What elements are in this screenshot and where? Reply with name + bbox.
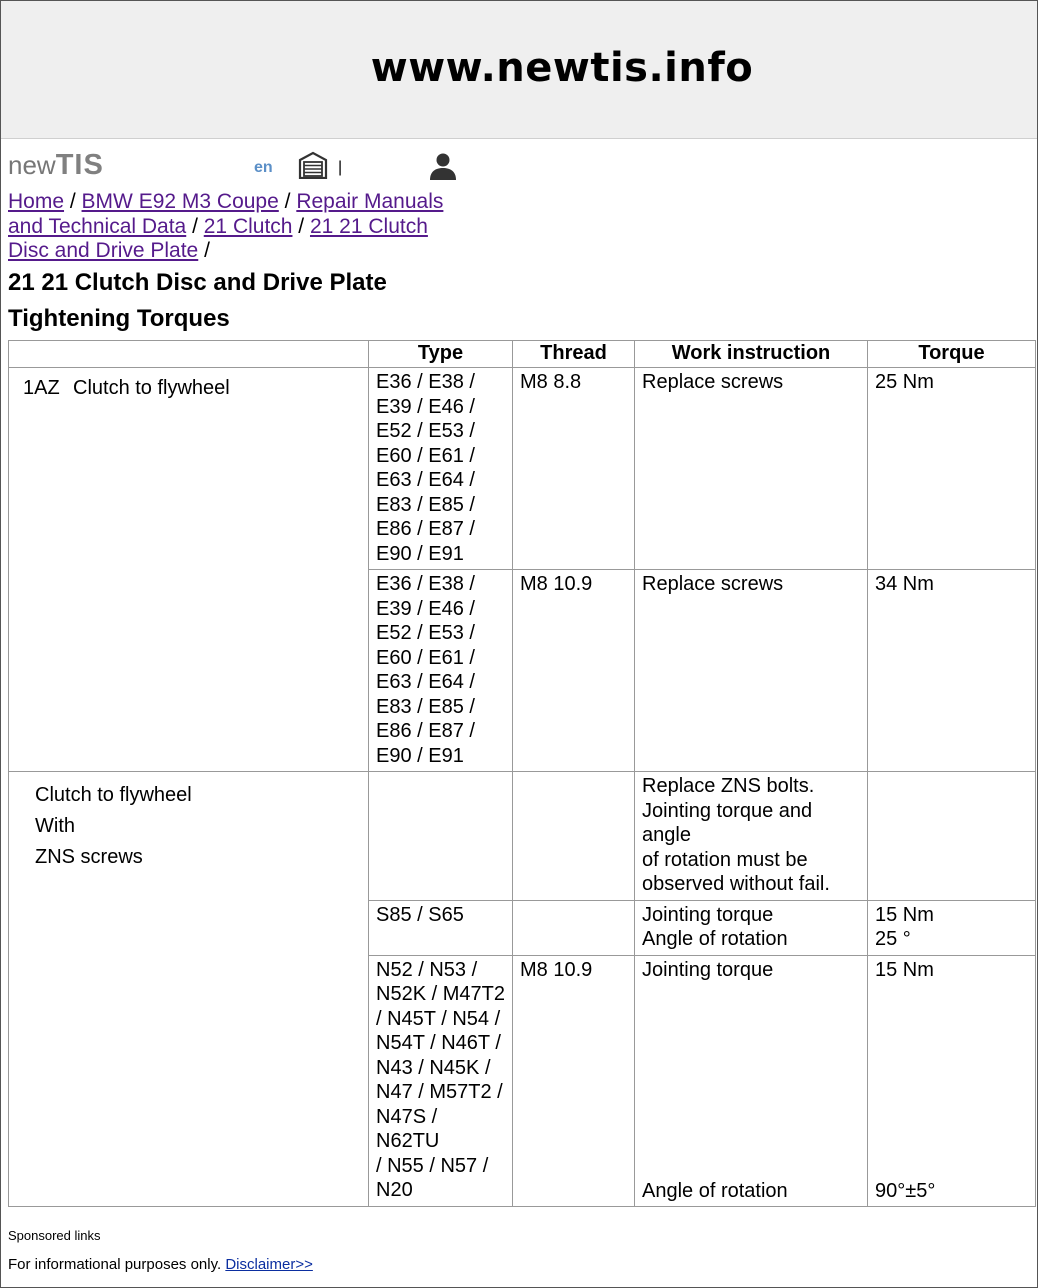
work-instruction-cell: Replace ZNS bolts. Jointing torque and angle of rotation must be observed without fail.	[635, 772, 868, 901]
work-instruction-cell: Replace screws	[635, 570, 868, 772]
thread-cell: M8 10.9	[513, 955, 635, 1206]
site-url: www.newtis.info	[370, 44, 754, 91]
thread-cell	[513, 772, 635, 901]
type-cell: E36 / E38 / E39 / E46 / E52 / E53 / E60 / E61 / E63 / E64 / E83 / E85 / E86 / E87 / E90 / E91	[369, 368, 513, 570]
site-banner	[1, 1, 1037, 139]
work-instruction-cell: Jointing torque Angle of rotation	[635, 900, 868, 955]
table-header-row	[9, 341, 1036, 368]
group1-description-text: Clutch to flywheel	[73, 377, 230, 399]
torque-jointing: 15 Nm	[875, 958, 934, 981]
header-work-instruction: Work instruction	[635, 341, 868, 368]
breadcrumb-model[interactable]: BMW E92 M3 Coupe	[81, 190, 279, 213]
breadcrumb: Home / BMW E92 M3 Coupe / Repair Manuals and Technical Data / 21 Clutch / 21 21 Clutch Disc and Drive Plate /	[8, 190, 444, 262]
table-row	[9, 368, 1036, 570]
group1-code: 1AZ	[23, 377, 60, 399]
section-title: Tightening Torques	[8, 305, 230, 332]
header-torque: Torque	[868, 341, 1036, 368]
breadcrumb-repair-manuals[interactable]: Repair Manuals and Technical Data	[8, 190, 444, 238]
footer	[8, 1256, 313, 1273]
garage-icon[interactable]	[298, 151, 328, 179]
breadcrumb-clutch[interactable]: 21 Clutch	[203, 214, 293, 238]
separator: |	[338, 159, 343, 176]
header-thread: Thread	[513, 341, 635, 368]
top-navigation	[8, 147, 508, 187]
newtis-logo[interactable]: newTIS	[8, 149, 104, 181]
page-title: 21 21 Clutch Disc and Drive Plate	[8, 269, 387, 296]
table-row	[9, 772, 1036, 901]
group1-description	[9, 368, 369, 772]
user-icon[interactable]	[428, 151, 458, 181]
work-angle-of-rotation: Angle of rotation	[642, 1180, 788, 1202]
work-instruction-cell: Replace screws	[635, 368, 868, 570]
breadcrumb-home[interactable]: Home	[8, 190, 65, 213]
type-cell: S85 / S65	[369, 900, 513, 955]
torque-cell	[868, 772, 1036, 901]
header-type: Type	[369, 341, 513, 368]
thread-cell	[513, 900, 635, 955]
disclaimer-link[interactable]: Disclaimer>>	[225, 1256, 313, 1273]
type-cell	[369, 772, 513, 901]
breadcrumb-clutch-disc[interactable]: 21 21 Clutch Disc and Drive Plate	[8, 214, 428, 262]
torque-angle: 90°±5°	[875, 1180, 936, 1202]
work-jointing-torque: Jointing torque	[642, 958, 774, 981]
footer-text: For informational purposes only.	[8, 1256, 222, 1273]
group2-description: Clutch to flywheel With ZNS screws	[9, 772, 369, 1207]
torque-cell	[868, 955, 1036, 1206]
tightening-torques-table	[8, 340, 1036, 1207]
thread-cell: M8 10.9	[513, 570, 635, 772]
type-cell: N52 / N53 / N52K / M47T2 / N45T / N54 / N54T / N46T / N43 / N45K / N47 / M57T2 / N47S / N62TU / N55 / N57 / N20	[369, 955, 513, 1206]
header-description	[9, 341, 369, 368]
torque-cell: 34 Nm	[868, 570, 1036, 772]
language-selector[interactable]: en	[254, 159, 273, 176]
sponsored-links-label: Sponsored links	[8, 1228, 101, 1243]
thread-cell: M8 8.8	[513, 368, 635, 570]
torque-cell: 15 Nm 25 °	[868, 900, 1036, 955]
work-instruction-cell	[635, 955, 868, 1206]
type-cell: E36 / E38 / E39 / E46 / E52 / E53 / E60 / E61 / E63 / E64 / E83 / E85 / E86 / E87 / E90 / E91	[369, 570, 513, 772]
torque-cell: 25 Nm	[868, 368, 1036, 570]
